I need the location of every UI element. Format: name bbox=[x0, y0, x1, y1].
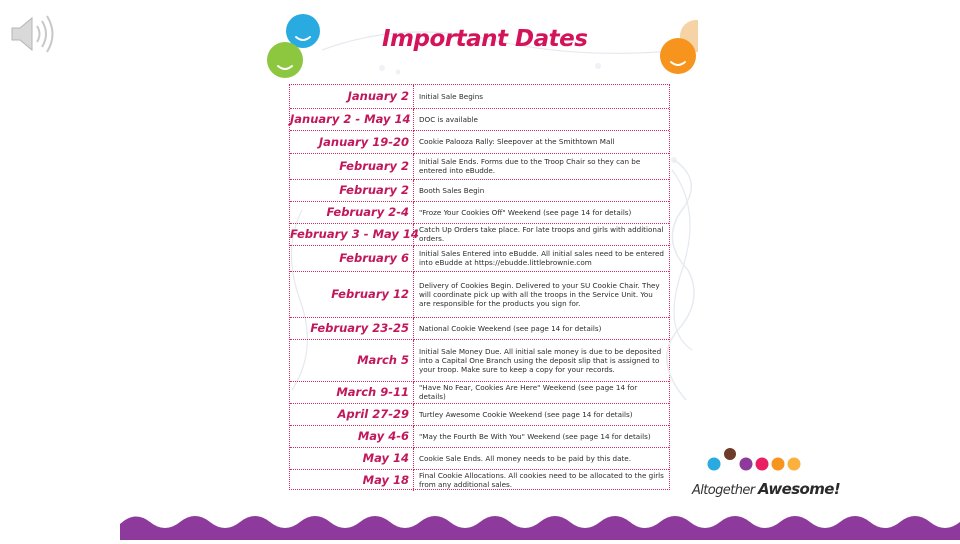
wave-footer bbox=[120, 506, 960, 540]
row-date: March 5 bbox=[290, 339, 414, 381]
row-date: February 6 bbox=[290, 245, 414, 271]
table-row bbox=[290, 271, 669, 317]
row-event: "Have No Fear, Cookies Are Here" Weekend (see page 14 for details) bbox=[414, 381, 670, 403]
row-event: National Cookie Weekend (see page 14 for details) bbox=[414, 317, 670, 339]
row-date: April 27-29 bbox=[290, 403, 414, 425]
table-row bbox=[290, 201, 669, 223]
table-row bbox=[290, 130, 669, 153]
row-event: Turtley Awesome Cookie Weekend (see page 14 for details) bbox=[414, 403, 670, 425]
table-row bbox=[290, 381, 669, 403]
row-event: Cookie Palooza Rally: Sleepover at the Smithtown Mall bbox=[414, 130, 670, 153]
row-event: "May the Fourth Be With You" Weekend (see page 14 for details) bbox=[414, 425, 670, 447]
row-date: February 23-25 bbox=[290, 317, 414, 339]
logo-dot bbox=[788, 458, 801, 471]
logo-word-altogether: Altogether bbox=[692, 483, 755, 498]
logo-text bbox=[692, 480, 840, 498]
table-row bbox=[290, 403, 669, 425]
table-row bbox=[290, 245, 669, 271]
row-event: Delivery of Cookies Begin. Delivered to your SU Cookie Chair. They will coordinate pick up with all the troops in the Service Unit. You are responsible for the products you sign for. bbox=[414, 271, 670, 317]
row-date: February 2 bbox=[290, 179, 414, 201]
speaker-icon[interactable] bbox=[4, 10, 62, 58]
logo-word-awesome: Awesome! bbox=[758, 480, 841, 498]
bubbles-decoration-right bbox=[656, 14, 698, 76]
row-date: March 9-11 bbox=[290, 381, 414, 403]
page-title: Important Dates bbox=[382, 26, 588, 52]
row-date: January 19-20 bbox=[290, 130, 414, 153]
row-event: Booth Sales Begin bbox=[414, 179, 670, 201]
row-date: January 2 - May 14 bbox=[290, 108, 414, 130]
row-date: February 12 bbox=[290, 271, 414, 317]
row-event: Initial Sale Ends. Forms due to the Troop Chair so they can be entered into eBudde. bbox=[414, 153, 670, 179]
table-row bbox=[290, 317, 669, 339]
row-event: Final Cookie Allocations. All cookies need to be allocated to the girls from any additional sales. bbox=[419, 471, 664, 490]
altogether-awesome-logo bbox=[684, 438, 841, 508]
row-date: February 2 bbox=[290, 153, 414, 179]
swirl-decoration bbox=[664, 150, 704, 410]
bubbles-decoration bbox=[262, 12, 332, 80]
row-event: Initial Sales Entered into eBudde. All initial sales need to be entered into eBudde at https://ebudde.littlebrownie.com bbox=[414, 245, 670, 271]
logo-dot bbox=[756, 458, 769, 471]
table-row bbox=[290, 339, 669, 381]
row-date: January 2 bbox=[290, 85, 414, 108]
logo-dot bbox=[708, 458, 721, 471]
row-date: February 3 - May 14 bbox=[290, 223, 414, 245]
row-event: Initial Sale Begins bbox=[414, 85, 670, 108]
table-row bbox=[290, 179, 669, 201]
logo-dot bbox=[740, 458, 753, 471]
table-row bbox=[290, 85, 669, 108]
row-date: February 2-4 bbox=[290, 201, 414, 223]
table-row bbox=[290, 108, 669, 130]
row-date: May 14 bbox=[290, 447, 414, 469]
dates-table-grid bbox=[290, 85, 669, 491]
table-row bbox=[290, 223, 669, 245]
dates-table bbox=[289, 84, 670, 490]
row-event: Catch Up Orders take place. For late troops and girls with additional orders. bbox=[414, 223, 670, 245]
table-row bbox=[290, 447, 669, 469]
row-event: Initial Sale Money Due. All initial sale money is due to be deposited into a Capital One Branch using the deposit slip that is assigned to your troop. Make sure to keep a copy for your records. bbox=[414, 339, 670, 381]
table-row bbox=[290, 153, 669, 179]
row-event: Cookie Sale Ends. All money needs to be paid by this date. bbox=[414, 447, 670, 469]
logo-dot bbox=[724, 448, 736, 460]
logo-dot bbox=[772, 458, 785, 471]
table-row bbox=[290, 469, 669, 491]
table-row bbox=[290, 425, 669, 447]
row-event: "Froze Your Cookies Off" Weekend (see page 14 for details) bbox=[414, 201, 670, 223]
row-event: DOC is available bbox=[414, 108, 670, 130]
row-date: May 4-6 bbox=[290, 425, 414, 447]
logo-dots bbox=[706, 442, 816, 472]
row-date: May 18 bbox=[290, 469, 414, 491]
